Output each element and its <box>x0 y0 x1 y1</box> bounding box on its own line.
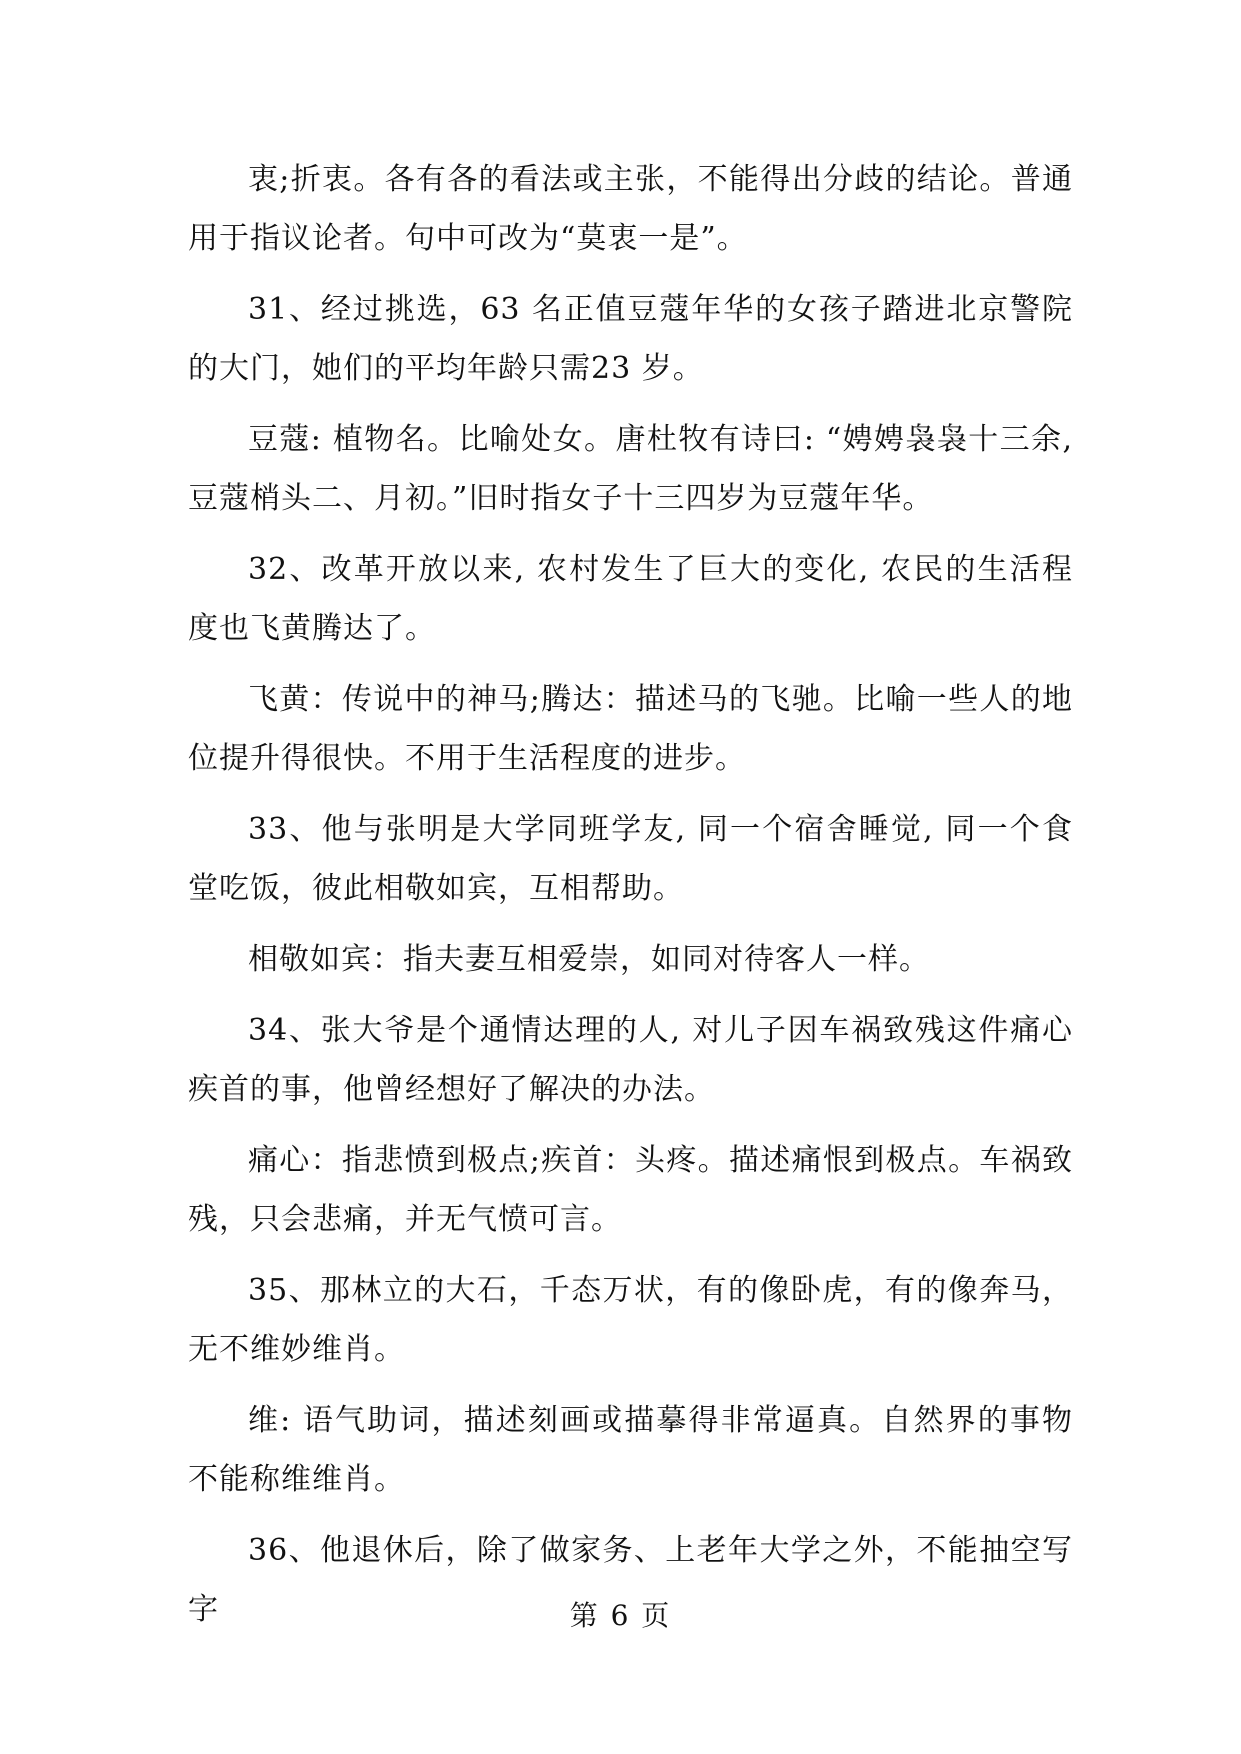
paragraph-1: 衷;折衷。各有各的看法或主张，不能得出分歧的结论。普通用于指议论者。句中可改为“莫衷一是”。 <box>188 162 1073 256</box>
page-number-footer: 第 6 页 <box>569 1599 672 1632</box>
document-body <box>188 150 1073 1651</box>
paragraph-10: 35、那林立的大石，千态万状，有的像卧虎，有的像奔马，无不维妙维肖。 <box>188 1273 1073 1367</box>
paragraph-9: 痛心：指悲愤到极点;疾首：头疼。描述痛恨到极点。车祸致残，只会悲痛，并无气愤可言。 <box>188 1143 1073 1237</box>
paragraph-11: 维: 语气助词，描述刻画或描摹得非常逼真。自然界的事物不能称维维肖。 <box>188 1403 1073 1497</box>
paragraph-8: 34、张大爷是个通情达理的人, 对儿子因车祸致残这件痛心疾首的事，他曾经想好了解决的办法。 <box>188 1013 1073 1107</box>
paragraph-12: 36、他退休后，除了做家务、上老年大学之外，不能抽空写字 <box>188 1533 1073 1627</box>
paragraph-5: 飞黄：传说中的神马;腾达：描述马的飞驰。比喻一些人的地位提升得很快。不用于生活程度的进步。 <box>188 682 1073 776</box>
paragraph-3: 豆蔻: 植物名。比喻处女。唐杜牧有诗曰: “娉娉袅袅十三余, 豆蔻梢头二、月初。”旧时指女子十三四岁为豆蔻年华。 <box>188 422 1073 516</box>
paragraph-7: 相敬如宾：指夫妻互相爱崇，如同对待客人一样。 <box>248 942 930 977</box>
paragraph-2: 31、经过挑选，63 名正值豆蔻年华的女孩子踏进北京警院的大门，她们的平均年龄只需23 岁。 <box>188 292 1073 386</box>
paragraph-6: 33、他与张明是大学同班学友, 同一个宿舍睡觉, 同一个食堂吃饭，彼此相敬如宾，互相帮助。 <box>188 812 1073 906</box>
paragraph-4: 32、改革开放以来, 农村发生了巨大的变化, 农民的生活程度也飞黄腾达了。 <box>188 552 1073 646</box>
